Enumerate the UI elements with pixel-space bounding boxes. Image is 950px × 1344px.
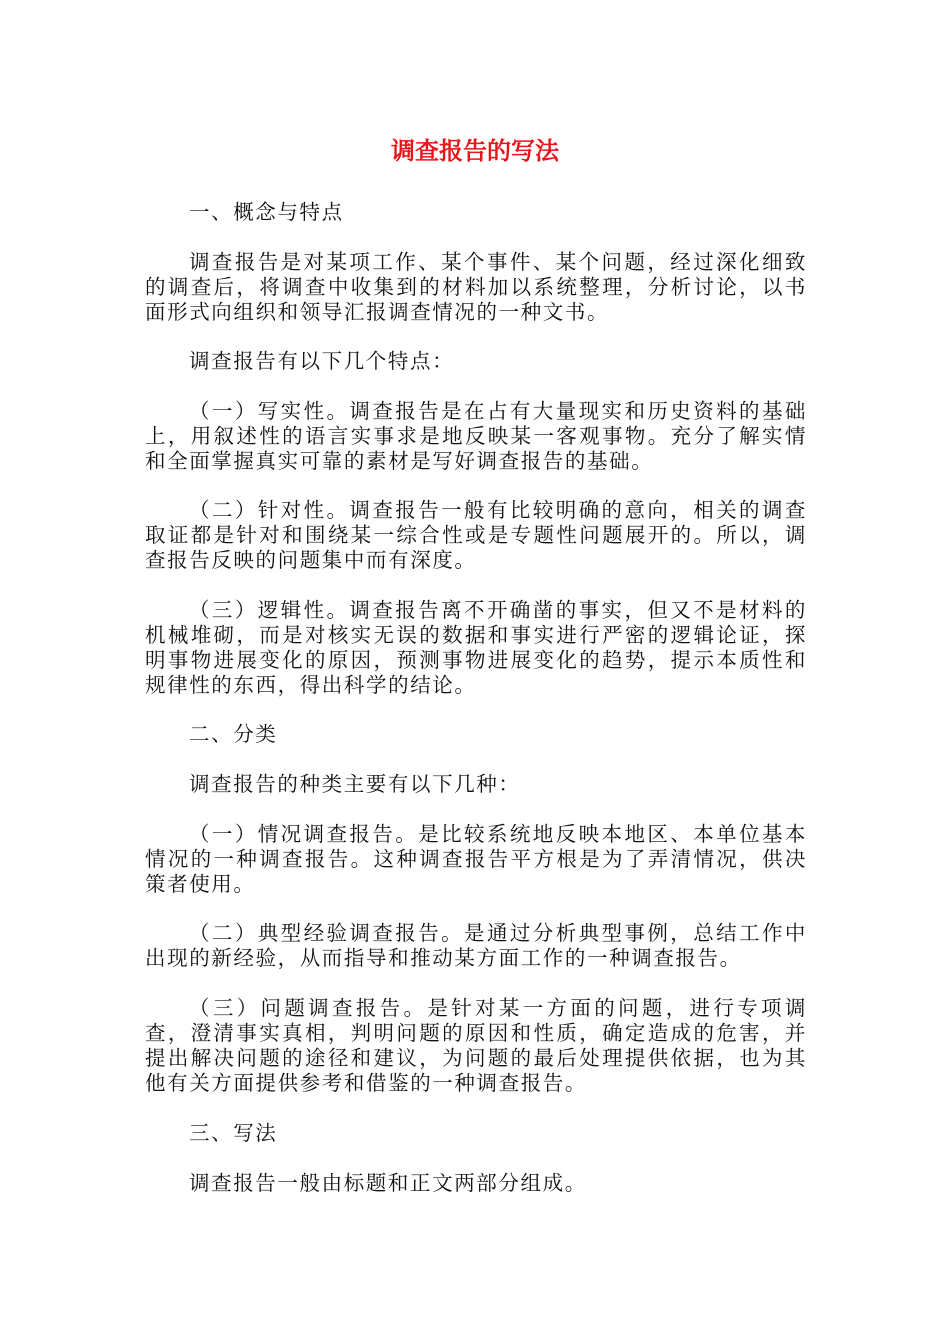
paragraph-type-1: （一）情况调查报告。是比较系统地反映本地区、本单位基本情况的一种调查报告。这种调查报告平方根是为了弄清情况，供决策者使用。 [145,822,807,896]
paragraph-type-2: （二）典型经验调查报告。是通过分析典型事例，总结工作中出现的新经验，从而指导和推动某方面工作的一种调查报告。 [145,921,807,970]
paragraph-types-intro: 调查报告的种类主要有以下几种： [189,772,521,796]
paragraph-type-3: （三）问题调查报告。是针对某一方面的问题，进行专项调查，澄清事实真相，判明问题的原因和性质，确定造成的危害，并提出解决问题的途径和建议，为问题的最后处理提供依据，也为其他有关方面提供参考和借鉴的一种调查报告。 [145,996,807,1095]
paragraph-feature-2: （二）针对性。调查报告一般有比较明确的意向，相关的调查取证都是针对和围绕某一综合性或是专题性问题展开的。所以，调查报告反映的问题集中而有深度。 [145,498,807,572]
section-heading-writing: 三、写法 [189,1121,278,1145]
paragraph-definition: 调查报告是对某项工作、某个事件、某个问题，经过深化细致的调查后，将调查中收集到的材料加以系统整理，分析讨论，以书面形式向组织和领导汇报调查情况的一种文书。 [145,250,807,324]
paragraph-feature-3: （三）逻辑性。调查报告离不开确凿的事实，但又不是材料的机械堆砌，而是对核实无误的数据和事实进行严密的逻辑论证，探明事物进展变化的原因，预测事物进展变化的趋势，提示本质性和规律性的东西，得出科学的结论。 [145,598,807,697]
paragraph-feature-1: （一）写实性。调查报告是在占有大量现实和历史资料的基础上，用叙述性的语言实事求是地反映某一客观事物。充分了解实情和全面掌握真实可靠的素材是写好调查报告的基础。 [145,399,807,473]
paragraph-features-intro: 调查报告有以下几个特点： [189,349,455,373]
section-heading-concept: 一、概念与特点 [189,200,344,224]
document-title: 调查报告的写法 [391,137,559,165]
paragraph-writing-intro: 调查报告一般由标题和正文两部分组成。 [189,1171,587,1195]
section-heading-classification: 二、分类 [189,722,278,746]
